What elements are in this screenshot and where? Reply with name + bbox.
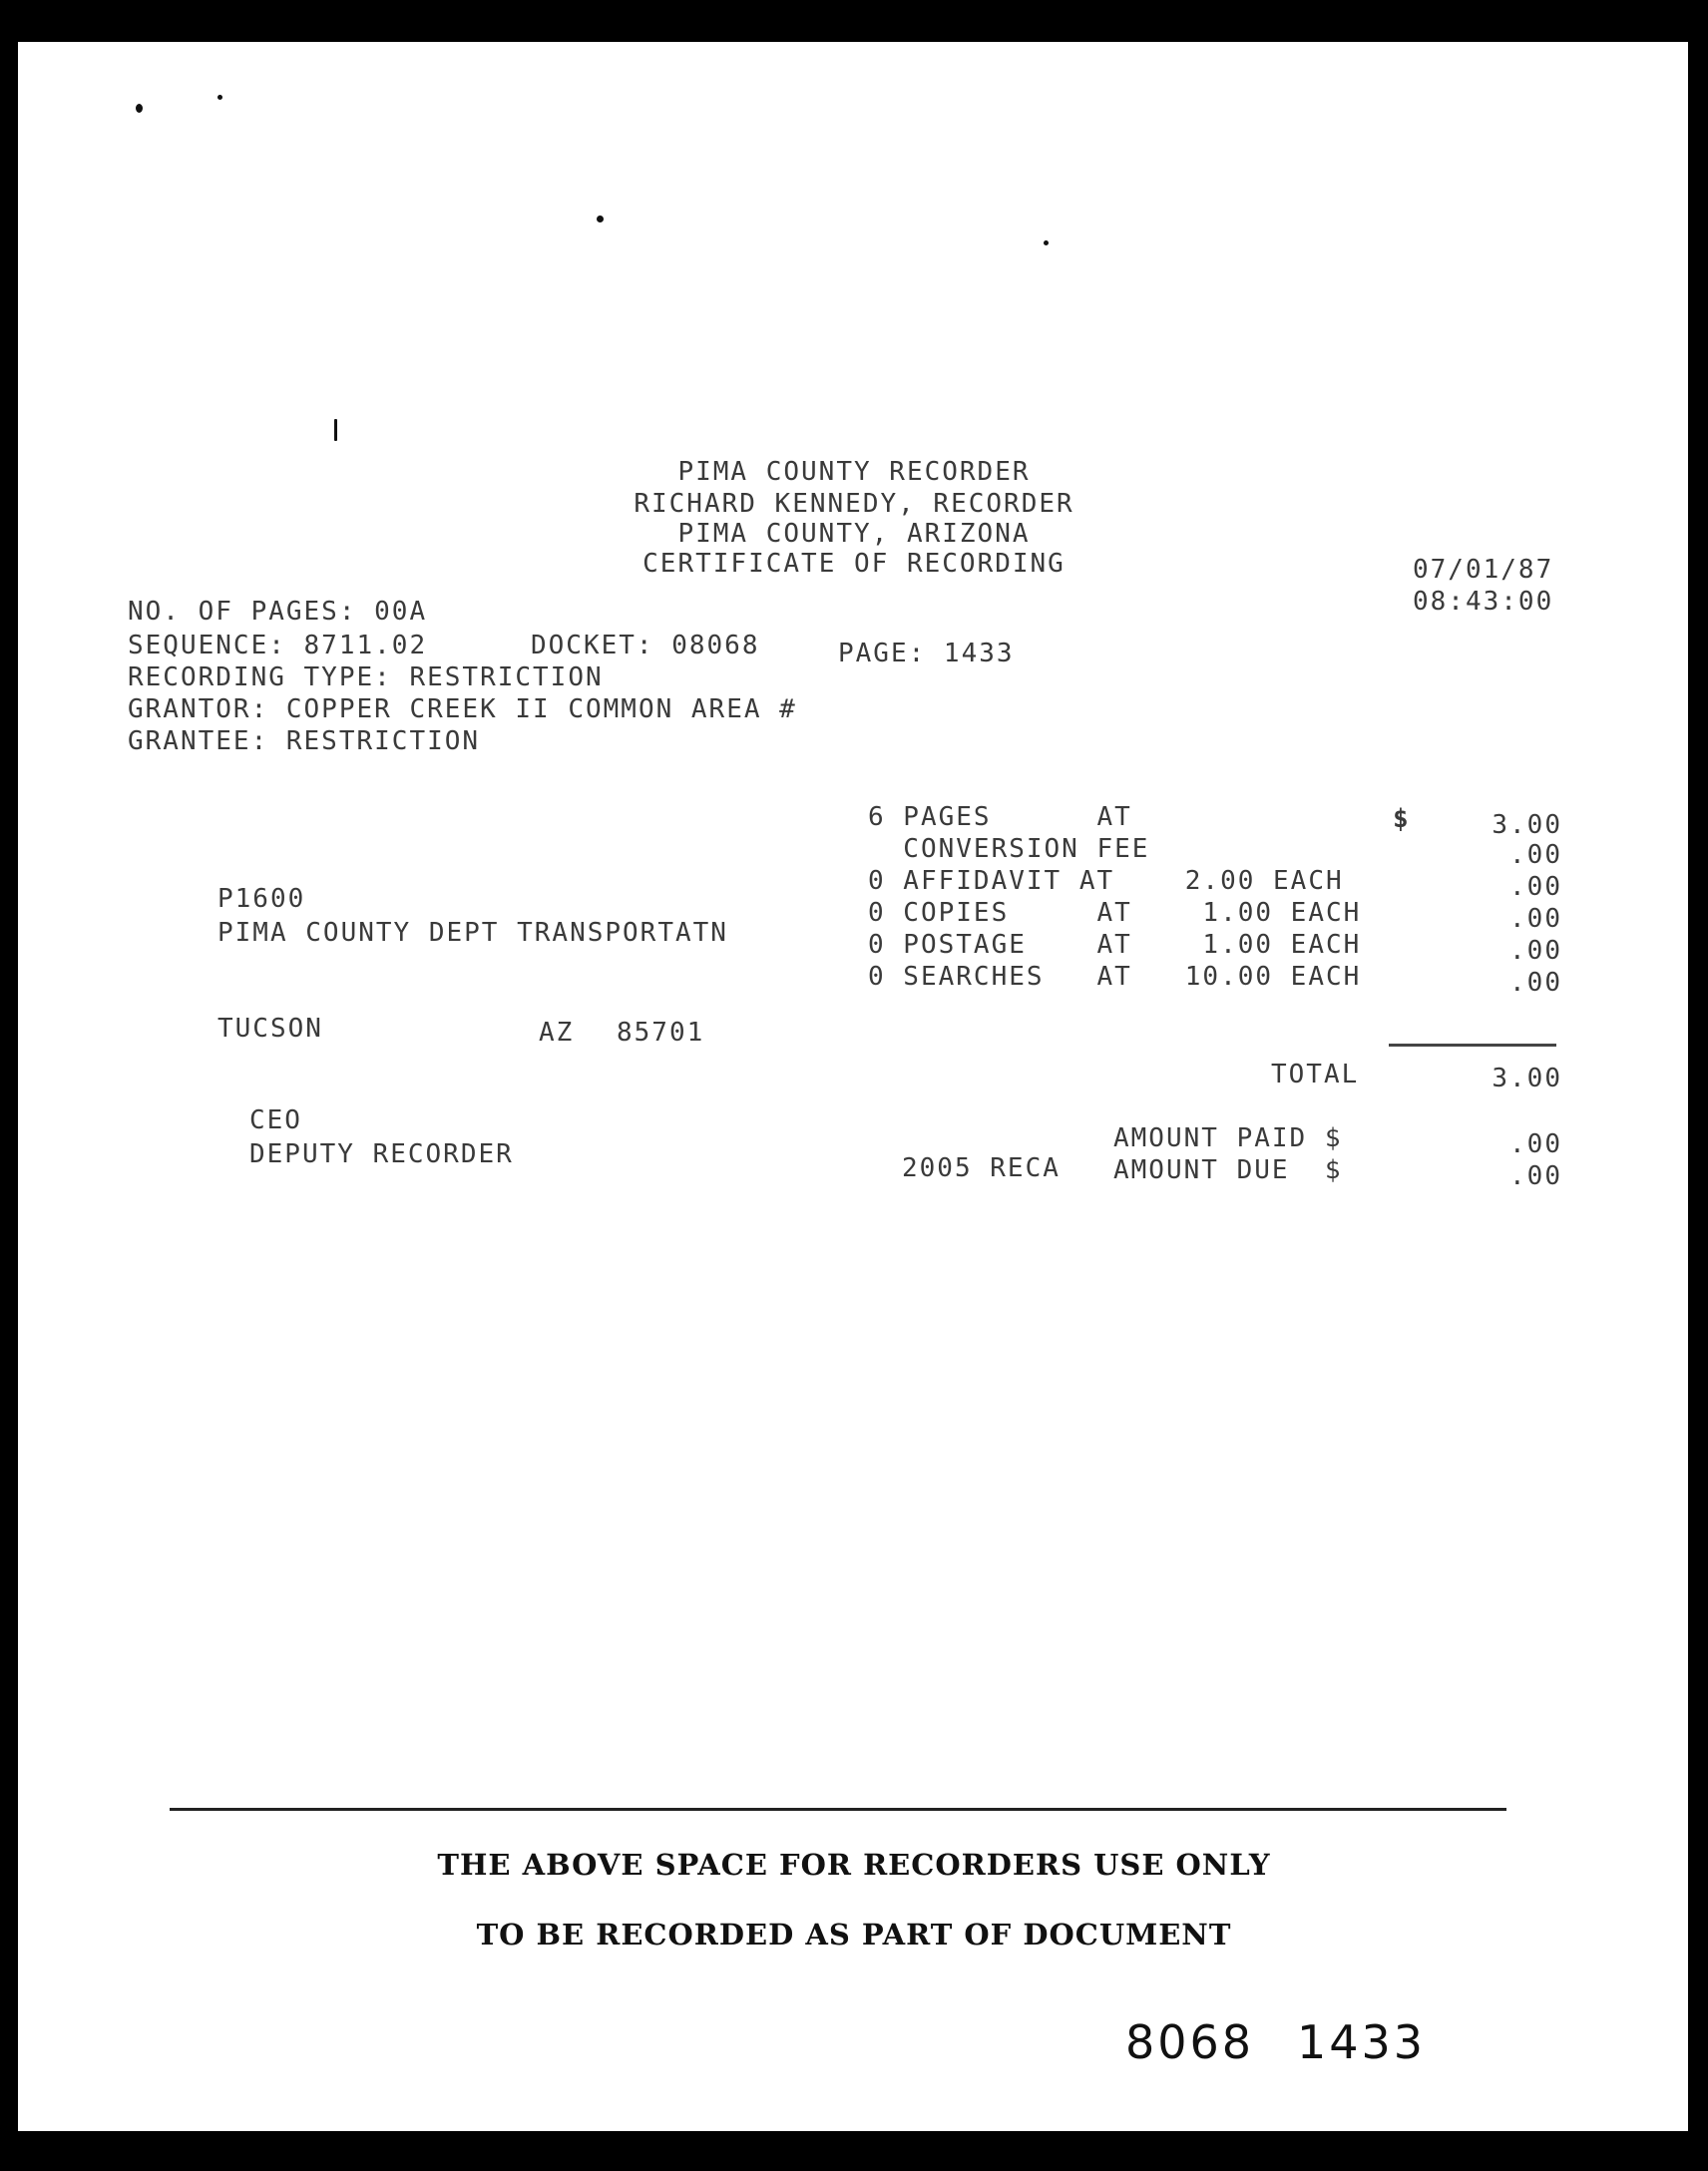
recording-type: RECORDING TYPE: RESTRICTION <box>128 662 604 692</box>
address-state: AZ <box>539 1018 575 1048</box>
amount-paid: .00 <box>1509 1129 1562 1159</box>
address-city: TUCSON <box>217 1014 323 1044</box>
certificate-title: CERTIFICATE OF RECORDING <box>642 549 1066 579</box>
record-notice: TO BE RECORDED AS PART OF DOCUMENT <box>476 1918 1232 1952</box>
fee-row-desc: CONVERSION FEE <box>868 834 1150 864</box>
currency-symbol: $ <box>1393 804 1411 834</box>
page-number: PAGE: 1433 <box>838 639 1015 668</box>
amount-due: .00 <box>1509 1161 1562 1191</box>
fee-row-amount: 3.00 <box>1492 810 1562 840</box>
docket-stamp: 8068 <box>1125 2015 1255 2069</box>
scan-speck <box>136 104 143 113</box>
deputy-initials: CEO <box>249 1105 302 1135</box>
total-amount: 3.00 <box>1492 1064 1562 1093</box>
address-zip: 85701 <box>617 1018 705 1048</box>
fee-row-desc: 0 POSTAGE AT 1.00 EACH <box>868 930 1362 960</box>
recorder-space-divider <box>170 1808 1506 1811</box>
fee-row-desc: 0 COPIES AT 1.00 EACH <box>868 898 1362 928</box>
address-name: PIMA COUNTY DEPT TRANSPORTATN <box>217 918 728 948</box>
address-code: P1600 <box>217 884 306 914</box>
total-divider <box>1389 1044 1556 1047</box>
page-stamp: 1433 <box>1297 2015 1427 2069</box>
fee-row-desc: 6 PAGES AT <box>868 802 1132 832</box>
fee-row-desc: 0 SEARCHES AT 10.00 EACH <box>868 962 1362 992</box>
number-of-pages: NO. OF PAGES: 00A <box>128 597 428 627</box>
county-state: PIMA COUNTY, ARIZONA <box>677 519 1031 549</box>
amount-due-label: AMOUNT DUE $ <box>1113 1155 1343 1185</box>
total-label: TOTAL <box>1271 1060 1360 1089</box>
sequence-number: SEQUENCE: 8711.02 <box>128 631 428 660</box>
recording-date: 07/01/87 <box>1413 555 1554 585</box>
fee-row-amount: .00 <box>1509 840 1562 870</box>
fee-row-amount: .00 <box>1509 936 1562 966</box>
scan-speck <box>334 419 337 441</box>
fee-row-amount: .00 <box>1509 872 1562 902</box>
fee-row-amount: .00 <box>1509 904 1562 934</box>
amount-paid-label: AMOUNT PAID $ <box>1113 1123 1343 1153</box>
deputy-title: DEPUTY RECORDER <box>249 1139 514 1169</box>
scan-speck <box>597 216 604 222</box>
grantee: GRANTEE: RESTRICTION <box>128 726 481 756</box>
grantor: GRANTOR: COPPER CREEK II COMMON AREA # <box>128 694 797 724</box>
scan-speck <box>1044 240 1049 245</box>
scan-speck <box>217 95 222 100</box>
fee-row-amount: .00 <box>1509 968 1562 998</box>
recorder-use-notice: THE ABOVE SPACE FOR RECORDERS USE ONLY <box>437 1848 1271 1882</box>
fee-row-desc: 0 AFFIDAVIT AT 2.00 EACH <box>868 866 1344 896</box>
docket-number: DOCKET: 08068 <box>531 631 760 660</box>
recording-time: 08:43:00 <box>1413 587 1554 617</box>
recorder-office-title: PIMA COUNTY RECORDER <box>677 457 1031 487</box>
reca-code: 2005 RECA <box>902 1153 1061 1183</box>
recorder-name: RICHARD KENNEDY, RECORDER <box>634 489 1074 519</box>
